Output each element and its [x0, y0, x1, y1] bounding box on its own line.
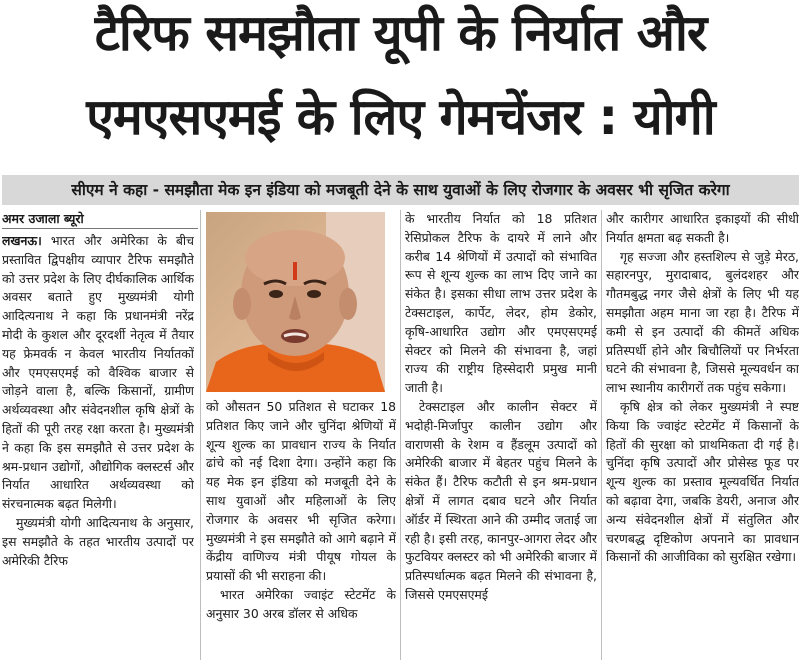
subheadline: सीएम ने कहा - समझौता मेक इन इंडिया को मजबूती देने के साथ युवाओं के लिए रोजगार के अवसर भी सृजित करेगा	[2, 175, 799, 205]
paragraph: के भारतीय निर्यात को 18 प्रतिशत रेसिप्रोकल टैरिफ के दायरे में लाने और करीब 14 श्रेणियों में उत्पादों को संभावित रूप से शून्य शुल्क का लाभ दिए जाने का संकेत है। इसका सीधा लाभ उत्तर प्रदेश के टेक्सटाइल, कार्पेट, लेदर, होम डेकोर, कृषि-आधारित उद्योग और एमएसएमई सेक्टर को मिलने की संभावना है, जहां राज्य की राष्ट्रीय हिस्सेदारी प्रमुख मानी जाती है।	[405, 211, 597, 396]
paragraph: गृह सज्जा और हस्तशिल्प से जुड़े मेरठ, सहारनपुर, मुरादाबाद, बुलंदशहर और गौतमबुद्ध नगर जैसे क्षेत्रों के लिए भी यह समझौता अहम माना जा रहा है। टैरिफ में कमी से इन उत्पादों की कीमतें अधिक प्रतिस्पर्धी होने और बिचौलियों पर निर्भरता घटने की संभावना है, जिससे मूल्यवर्धन का लाभ स्थानीय कारीगरों तक पहुंच सकेगा।	[606, 248, 799, 396]
paragraph: मुख्यमंत्री योगी आदित्यनाथ के अनुसार, इस समझौते के तहत भारतीय उत्पादों पर अमेरिकी टैरिफ	[2, 514, 194, 568]
paragraph: टेक्सटाइल और कालीन सेक्टर में भदोही-मिर्जापुर कालीन उद्योग और वाराणसी के रेशम व हैंडलूम उत्पादों को अमेरिकी बाजार में बेहतर पहुंच मिलने के संकेत हैं। टैरिफ कटौती से इन श्रम-प्रधान क्षेत्रों में लागत दबाव घटने और निर्यात ऑर्डर में स्थिरता आने की उम्मीद जताई जा रही है। इसी तरह, कानपुर-आगरा लेदर और फुटवियर क्लस्टर को भी अमेरिकी बाजार में प्रतिस्पर्धात्मक बढ़त मिलने की संभावना है, जिससे एमएसएमई	[405, 398, 597, 602]
dateline: लखनऊ।	[2, 233, 42, 248]
article-column-2	[206, 398, 396, 660]
column-divider	[200, 210, 201, 660]
article-column-1	[2, 232, 194, 660]
paragraph: कृषि क्षेत्र को लेकर मुख्यमंत्री ने स्पष्ट किया कि ज्वाइंट स्टेटमेंट में किसानों के हितों की सुरक्षा को प्राथमिकता दी गई है। चुनिंदा कृषि उत्पादों और प्रोसेस्ड फूड पर शून्य शुल्क का प्रस्ताव मूल्यवर्धित निर्यात को बढ़ावा देगा, जबकि डेयरी, अनाज और अन्य संवेदनशील क्षेत्रों में संतुलित और चरणबद्ध दृष्टिकोण अपनाने का प्रावधान किसानों की आजीविका को सुरक्षित रखेगा।	[606, 398, 799, 565]
column-divider	[400, 210, 401, 660]
paragraph: भारत अमेरिका ज्वाइंट स्टेटमेंट के अनुसार 30 अरब डॉलर से अधिक	[206, 586, 396, 621]
article-column-3	[405, 210, 597, 660]
paragraph: को औसतन 50 प्रतिशत से घटाकर 18 प्रतिशत किए जाने और चुनिंदा श्रेणियों में शून्य शुल्क का प्रावधान राज्य के निर्यात ढांचे को नई दिशा देगा। उन्होंने कहा कि यह मेक इन इंडिया को मजबूती देने के साथ युवाओं और महिलाओं के लिए रोजगार के अवसर भी सृजित करेगा। मुख्यमंत्री ने इस समझौते को आगे बढ़ाने में केंद्रीय वाणिज्य मंत्री पीयूष गोयल के प्रयासों की भी सराहना की।	[206, 399, 396, 584]
byline: अमर उजाला ब्यूरो	[2, 210, 198, 229]
headline-line-2: एमएसएमई के लिए गेमचेंजर : योगी	[86, 88, 715, 146]
paragraph	[2, 232, 194, 514]
portrait-photo	[206, 212, 385, 392]
column-divider	[601, 210, 602, 660]
paragraph: और कारीगर आधारित इकाइयों की सीधी निर्यात क्षमता बढ़ सकती है।	[606, 211, 799, 245]
headline-line-1: टैरिफ समझौता यूपी के निर्यात और	[94, 4, 707, 62]
portrait-icon	[206, 212, 385, 392]
paragraph-text: भारत और अमेरिका के बीच प्रस्तावित द्विपक्षीय व्यापार टैरिफ समझौते को उत्तर प्रदेश के लिए दीर्घकालिक आर्थिक अवसर बताते हुए मुख्यमंत्री योगी आदित्यनाथ ने कहा कि प्रधानमंत्री नरेंद्र मोदी के कुशल और दूरदर्शी नेतृत्व में तैयार यह फ्रेमवर्क न केवल भारतीय निर्यातकों और एमएसएमई को वैश्विक बाजार से जोड़ने वाला है, बल्कि किसानों, ग्रामीण अर्थव्यवस्था और संवेदनशील कृषि क्षेत्रों के हितों की पूरी तरह रक्षा करता है। मुख्यमंत्री ने कहा कि इस समझौते से उत्तर प्रदेश के श्रम-प्रधान उद्योगों, औद्योगिक क्लस्टर्स और निर्यात आधारित अर्थव्यवस्था को संरचनात्मक बढ़त मिलेगी।	[2, 233, 194, 512]
article-column-4	[606, 210, 799, 660]
